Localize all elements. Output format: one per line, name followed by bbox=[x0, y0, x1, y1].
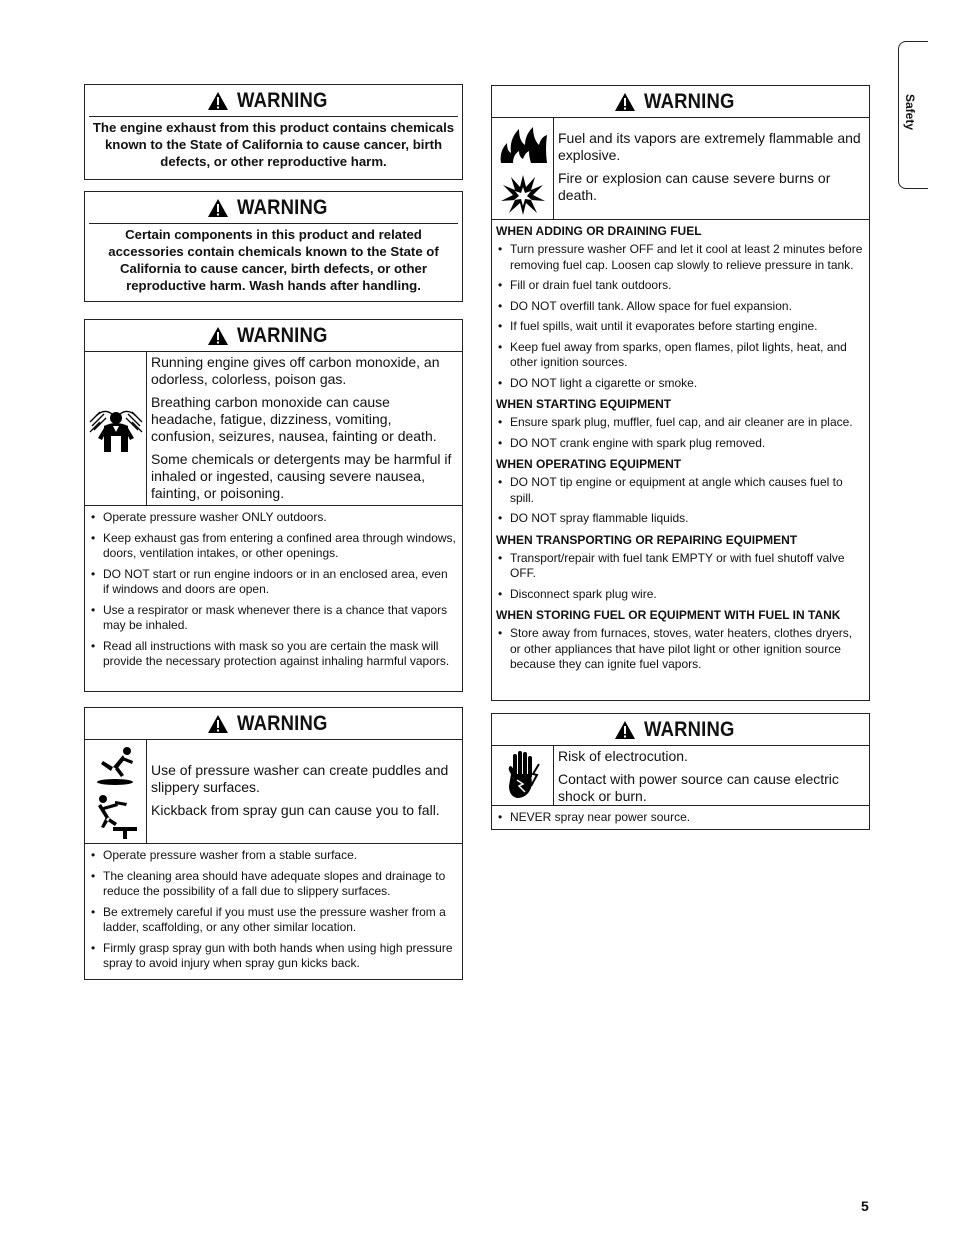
warning-header bbox=[85, 708, 462, 740]
list-item: • DO NOT crank engine with spark plug removed. bbox=[498, 436, 863, 452]
list-item: • Use a respirator or mask whenever there is a chance that vapors may be inhaled. bbox=[91, 603, 456, 634]
hazard-icon-cell bbox=[85, 740, 147, 843]
hazard-description bbox=[147, 740, 462, 843]
instruction-list bbox=[85, 844, 462, 977]
hazard-paragraph: Some chemicals or detergents may be harmful if inhaled or ingested, causing severe nausea, fainting, or poisoning. bbox=[151, 451, 452, 501]
hazard-row bbox=[85, 740, 462, 844]
hazard-paragraph: Kickback from spray gun can cause you to fall. bbox=[151, 802, 440, 818]
warning-text: Certain components in this product and related accessories contain chemicals known to the State of California to cause cancer, birth defects, or other reproductive harm. Wash hands after handling. bbox=[108, 227, 439, 293]
warning-triangle-icon bbox=[614, 92, 636, 112]
instruction-list bbox=[492, 549, 869, 605]
list-item: • Disconnect spark plug wire. bbox=[498, 587, 863, 603]
hazard-paragraph: Risk of electrocution. bbox=[558, 748, 688, 764]
hazard-description bbox=[554, 746, 869, 805]
explosion-icon bbox=[501, 173, 545, 215]
list-item: • DO NOT start or run engine indoors or in an enclosed area, even if windows and doors are open. bbox=[91, 567, 456, 598]
list-item: • DO NOT light a cigarette or smoke. bbox=[498, 376, 863, 392]
warning-box-component-chemicals bbox=[84, 191, 463, 302]
warning-triangle-icon bbox=[207, 326, 229, 346]
warning-title: WARNING bbox=[237, 323, 328, 347]
warning-box-electrocution bbox=[491, 713, 870, 830]
hazard-paragraph: Fire or explosion can cause severe burns or death. bbox=[558, 170, 831, 203]
hazard-row bbox=[492, 118, 869, 220]
section-heading: WHEN TRANSPORTING OR REPAIRING EQUIPMENT bbox=[496, 532, 798, 547]
hazard-paragraph: Breathing carbon monoxide can cause headache, fatigue, dizziness, vomiting, confusion, seizures, nausea, fainting or death. bbox=[151, 394, 437, 444]
hazard-description bbox=[147, 352, 462, 505]
list-item: • DO NOT tip engine or equipment at angle which causes fuel to spill. bbox=[498, 475, 863, 506]
section-heading: WHEN ADDING OR DRAINING FUEL bbox=[496, 224, 702, 238]
instruction-list bbox=[492, 624, 869, 675]
instruction-list bbox=[492, 806, 869, 831]
warning-box-slip-fall bbox=[84, 707, 463, 980]
list-item: • Keep fuel away from sparks, open flames, pilot lights, heat, and other ignition sources. bbox=[498, 340, 863, 371]
warning-title: WARNING bbox=[237, 195, 328, 219]
fuel-safety-section bbox=[492, 393, 869, 453]
safety-tab-label: Safety bbox=[903, 94, 917, 131]
warning-text: The engine exhaust from this product contains chemicals known to the State of California to cause cancer, birth defects, or other reproductive harm. bbox=[92, 120, 455, 169]
list-item: • If fuel spills, wait until it evaporates before starting engine. bbox=[498, 319, 863, 335]
hazard-description bbox=[554, 118, 869, 219]
list-item: • Operate pressure washer from a stable surface. bbox=[91, 848, 456, 864]
list-item: • Firmly grasp spray gun with both hands when using high pressure spray to avoid injury when spray gun kicks back. bbox=[91, 941, 456, 972]
slip-fall-icon bbox=[93, 745, 139, 787]
hazard-icon-cell bbox=[85, 352, 147, 505]
section-heading: WHEN STORING FUEL OR EQUIPMENT WITH FUEL IN TANK bbox=[496, 608, 841, 622]
instruction-list bbox=[492, 473, 869, 529]
warning-title: WARNING bbox=[644, 717, 735, 741]
warning-triangle-icon bbox=[207, 91, 229, 111]
list-item: • Read all instructions with mask so you are certain the mask will provide the necessary protection against inhaling harmful vapors. bbox=[91, 639, 456, 670]
fuel-safety-section bbox=[492, 604, 869, 675]
hazard-icon-cell bbox=[492, 746, 554, 805]
warning-title: WARNING bbox=[237, 711, 328, 735]
toxic-fumes-icon bbox=[88, 404, 144, 454]
warning-triangle-icon bbox=[614, 720, 636, 740]
safety-side-tab bbox=[898, 41, 928, 189]
warning-box-carbon-monoxide bbox=[84, 319, 463, 692]
fuel-safety-section bbox=[492, 529, 869, 605]
hazard-paragraph: Running engine gives off carbon monoxide, an odorless, colorless, poison gas. bbox=[151, 354, 440, 387]
warning-triangle-icon bbox=[207, 198, 229, 218]
hazard-row bbox=[85, 352, 462, 506]
warning-header bbox=[89, 85, 458, 117]
instruction-list bbox=[85, 506, 462, 675]
list-item: • Be extremely careful if you must use the pressure washer from a ladder, scaffolding, or any other similar location. bbox=[91, 905, 456, 936]
warning-header bbox=[492, 86, 869, 118]
warning-box-fuel-fire bbox=[491, 85, 870, 701]
instruction-list bbox=[492, 413, 869, 453]
warning-header bbox=[492, 714, 869, 746]
list-item: • Fill or drain fuel tank outdoors. bbox=[498, 278, 863, 294]
warning-header bbox=[85, 320, 462, 352]
warning-box-exhaust-chemicals bbox=[84, 84, 463, 180]
list-item: • Turn pressure washer OFF and let it cool at least 2 minutes before removing fuel cap. Loosen cap slowly to relieve pressure in tank. bbox=[498, 242, 863, 273]
list-item: • Ensure spark plug, muffler, fuel cap, and air cleaner are in place. bbox=[498, 415, 863, 431]
list-item: • Keep exhaust gas from entering a confined area through windows, doors, ventilation intakes, or other openings. bbox=[91, 531, 456, 562]
warning-header bbox=[89, 192, 458, 224]
page-number: 5 bbox=[861, 1198, 869, 1214]
list-item: • DO NOT spray flammable liquids. bbox=[498, 511, 863, 527]
hazard-paragraph: Use of pressure washer can create puddles and slippery surfaces. bbox=[151, 762, 449, 795]
hazard-paragraph: Contact with power source can cause electric shock or burn. bbox=[558, 771, 839, 804]
electrocution-icon bbox=[503, 750, 543, 802]
list-item: • NEVER spray near power source. bbox=[498, 810, 863, 826]
fuel-safety-section bbox=[492, 453, 869, 529]
hazard-icon-cell bbox=[492, 118, 554, 219]
instruction-list bbox=[492, 240, 869, 393]
fire-icon bbox=[497, 123, 549, 165]
section-heading: WHEN STARTING EQUIPMENT bbox=[496, 397, 672, 411]
fuel-safety-section bbox=[492, 220, 869, 393]
list-item: • Transport/repair with fuel tank EMPTY or with fuel shutoff valve OFF. bbox=[498, 551, 863, 582]
list-item: • Store away from furnaces, stoves, water heaters, clothes dryers, or other appliances that have pilot light or other ignition source because they can ignite fuel vapors. bbox=[498, 626, 863, 673]
list-item: • The cleaning area should have adequate slopes and drainage to reduce the possibility of a fall due to slippery surfaces. bbox=[91, 869, 456, 900]
warning-title: WARNING bbox=[237, 88, 328, 112]
section-heading: WHEN OPERATING EQUIPMENT bbox=[496, 457, 682, 471]
hazard-row bbox=[492, 746, 869, 806]
warning-title: WARNING bbox=[644, 89, 735, 113]
list-item: • DO NOT overfill tank. Allow space for fuel expansion. bbox=[498, 299, 863, 315]
warning-triangle-icon bbox=[207, 714, 229, 734]
hazard-paragraph: Fuel and its vapors are extremely flammable and explosive. bbox=[558, 130, 861, 163]
list-item: • Operate pressure washer ONLY outdoors. bbox=[91, 510, 456, 526]
kickback-fall-icon bbox=[93, 793, 139, 839]
